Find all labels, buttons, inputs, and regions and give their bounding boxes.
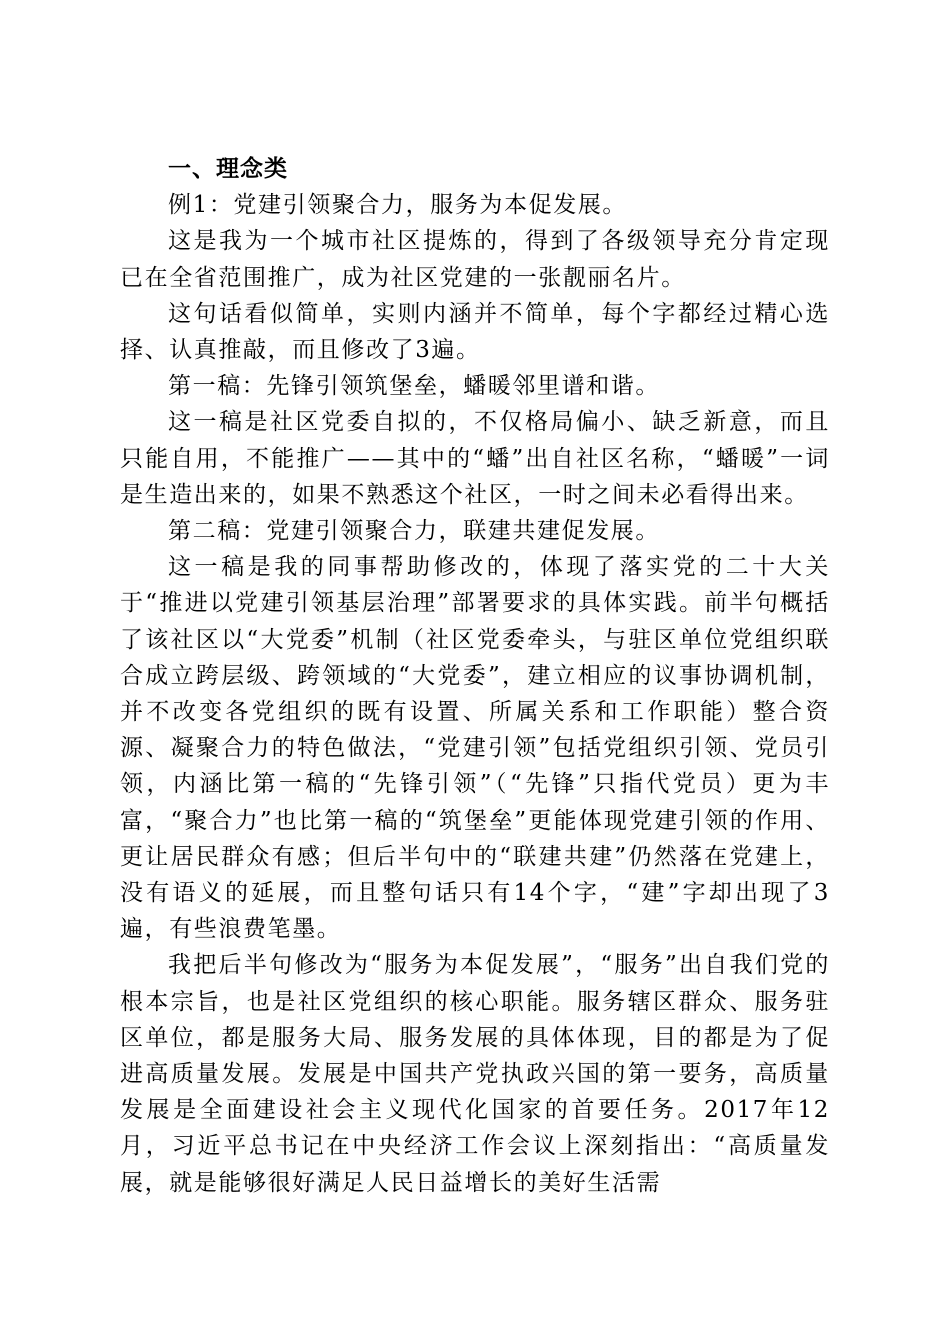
paragraph-final-revision: 我把后半句修改为“服务为本促发展”，“服务”出自我们党的根本宗旨，也是社区党组织的核心职能。服务辖区群众、服务驻区单位，都是服务大局、服务发展的具体体现，目的都是为了促进高质量发展。发展是中国共产党执政兴国的第一要务，高质量发展是全面建设社会主义现代化国家的首要任务。2017年12月，习近平总书记在中央经济工作会议上深刻指出：“高质量发展，就是能够很好满足人民日益增长的美好生活需 <box>120 952 830 1196</box>
paragraph-intro: 这是我为一个城市社区提炼的，得到了各级领导充分肯定现已在全省范围推广，成为社区党建的一张靓丽名片。 <box>120 228 830 291</box>
paragraph-second-draft: 第二稿：党建引领聚合力，联建共建促发展。 <box>168 518 660 545</box>
paragraph-meaning: 这句话看似简单，实则内涵并不简单，每个字都经过精心选择、认真推敲，而且修改了3遍。 <box>120 300 830 364</box>
paragraph-example-1: 例1：党建引领聚合力，服务为本促发展。 <box>168 192 628 219</box>
section-heading: 一、理念类 <box>168 156 288 182</box>
paragraph-first-draft: 第一稿：先锋引领筑堡垒，蟠暖邻里谱和谐。 <box>168 373 660 400</box>
paragraph-first-draft-comment: 这一稿是社区党委自拟的，不仅格局偏小、缺乏新意，而且只能自用，不能推广——其中的“蟠”出自社区名称，“蟠暖”一词是生造出来的，如果不熟悉这个社区，一时之间未必看得出来。 <box>120 409 830 508</box>
document-body <box>120 151 830 1201</box>
paragraph-second-draft-comment: 这一稿是我的同事帮助修改的，体现了落实党的二十大关于“推进以党建引领基层治理”部署要求的具体实践。前半句概括了该社区以“大党委”机制（社区党委牵头，与驻区单位党组织联合成立跨层级、跨领域的“大党委”，建立相应的议事协调机制，并不改变各党组织的既有设置、所属关系和工作职能）整合资源、凝聚合力的特色做法，“党建引领”包括党组织引领、党员引领，内涵比第一稿的“先锋引领”（“先锋”只指代党员）更为丰富，“聚合力”也比第一稿的“筑堡垒”更能体现党建引领的作用、更让居民群众有感；但后半句中的“联建共建”仍然落在党建上，没有语义的延展，而且整句话只有14个字，“建”字却出现了3遍，有些浪费笔墨。 <box>120 554 830 943</box>
